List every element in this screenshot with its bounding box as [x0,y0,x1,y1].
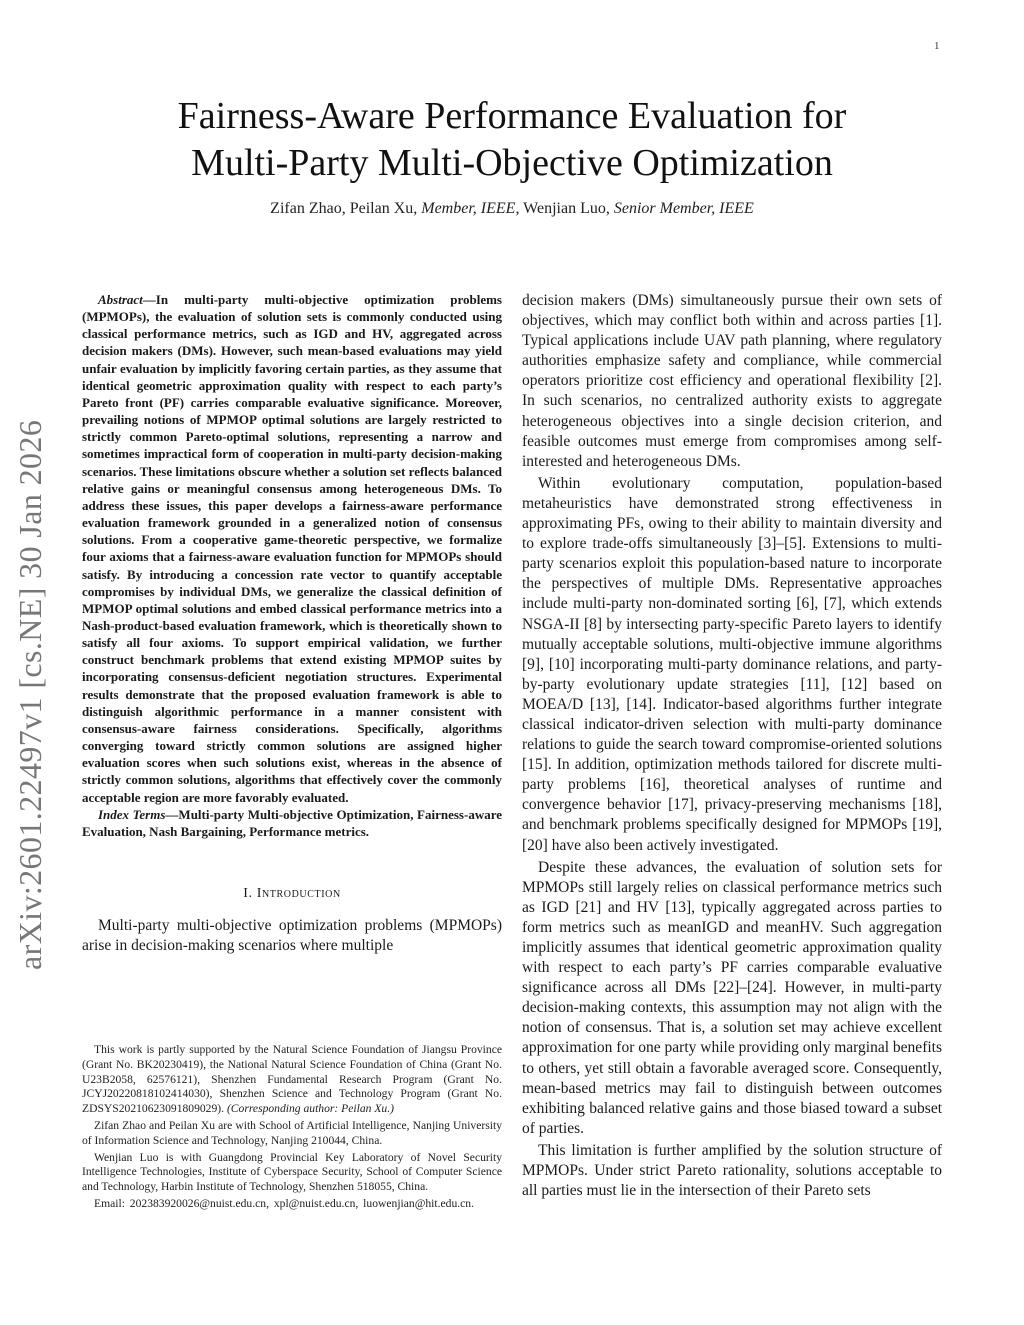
arxiv-identifier[interactable]: arXiv:2601.22497v1 [cs.NE] 30 Jan 2026 [12,419,48,970]
section-heading-introduction [82,886,502,902]
footnote-email: Email: 202383920026@nuist.edu.cn, xpl@nuist.edu.cn, luowenjian@hit.edu.cn. [94,1196,474,1210]
body-paragraph-1: decision makers (DMs) simultaneously pursue their own sets of objectives, which may conflict both within and across parties [1]. Typical applications include UAV path planning, where regulatory authorities emphasize safety and compliance, while commercial operators prioritize cost efficiency and operational flexibility [2]. In such scenarios, no centralized authority exists to aggregate heterogeneous objectives into a single decision criterion, and feasible outcomes must emerge from compromises among self-interested and heterogeneous DMs. [522,292,942,470]
abstract-text: In multi-party multi-objective optimization problems (MPMOPs), the evaluation of solution sets is commonly conducted using classical performance metrics, such as IGD and HV, aggregated across decision makers (DMs). However, such mean-based evaluations may yield unfair evaluation by implicitly favoring certain parties, as they assume that identical geometric approximation quality with respect to each party’s Pareto front (PF) carries comparable evaluative significance. Moreover, prevailing notions of MPMOP optimal solutions are largely restricted to strictly common Pareto-optimal solutions, representing a narrow and sometimes impractical form of cooperation in multi-party decision-making scenarios. These limitations obscure whether a solution set reflects balanced relative gains or meaningful consensus among heterogeneous DMs. To address these issues, this paper develops a fairness-aware performance evaluation framework grounded in a generalized notion of consensus solutions. From a cooperative game-theoretic perspective, we formalize four axioms that a fairness-aware evaluation function for MPMOPs should satisfy. By introducing a concession rate vector to quantify acceptable compromises by individual DMs, we generalize the classical definition of MPMOP optimal solutions and embed classical performance metrics into a Nash-product-based evaluation framework, which is theoretically shown to satisfy all four axioms. To support empirical validation, we further construct benchmark problems that extend existing MPMOP suites by incorporating consensus-deficient negotiation structures. Experimental results demonstrate that the proposed evaluation framework is able to distinguish algorithmic performance in a manner consistent with consensus-aware fairness considerations. Specifically, algorithms converging toward strictly common solutions are assigned higher evaluation scores when such solutions exist, whereas in the absence of strictly common solutions, algorithms that effectively cover the commonly acceptable region are more favorably evaluated. [82,292,502,805]
paper-title [82,93,942,187]
left-column [82,291,502,956]
right-column [522,291,942,1203]
abstract-label: Abstract [98,292,143,307]
author-list [82,200,942,218]
author-role-1: Member, IEEE [421,200,516,217]
abstract-dash: — [142,292,156,307]
page-number: 1 [934,40,940,52]
corresponding-author: (Corresponding author: Peilan Xu.) [226,1102,394,1116]
footnotes [82,1043,502,1214]
footnote-affiliation-1: Zifan Zhao and Peilan Xu are with School of Artificial Intelligence, Nanjing University of Information Science and Technology, Nanjing 210044, China. [82,1118,502,1147]
author-names-1: Zifan Zhao, Peilan Xu, [270,200,422,217]
body-paragraph-3: Despite these advances, the evaluation of solution sets for MPMOPs still largely relies on classical performance metrics such as IGD [21] and HV [13], typically aggregated across parties to form metrics such as meanIGD and meanHV. Such aggregation implicitly assumes that identical geometric approximation quality with respect to each party’s PF carries comparable evaluative significance across all DMs [22]–[24]. However, in multi-party decision-making contexts, this assumption may not align with the notion of consensus. That is, a solution set may achieve excellent approximation for one party while providing only marginal benefits to others, yet still obtain a favorable averaged score. Consequently, mean-based metrics may fail to distinguish between outcomes exhibiting balanced relative gains and those biased toward a subset of parties. [522,858,942,1137]
body-paragraph-4: This limitation is further amplified by the solution structure of MPMOPs. Under strict Pareto rationality, solutions acceptable to all parties must lie in the intersection of their Pareto sets [522,1141,942,1200]
body-paragraph-2: Within evolutionary computation, population-based metaheuristics have demonstrated strong effectiveness in approximating PFs, owing to their ability to maintain diversity and to explore trade-offs simultaneously [3]–[5]. Extensions to multi-party scenarios exploit this population-based nature to incorporate the perspectives of multiple DMs. Representative approaches include multi-party non-dominated sorting [6], [7], which extends NSGA-II [8] by intersecting party-specific Pareto layers to identify mutually acceptable solutions, multi-objective immune algorithms [9], [10] incorporating multi-party dominance relations, and party-by-party evolutionary update strategies [11], [12] based on MOEA/D [13], [14]. Indicator-based algorithms further integrate classical indicator-driven selection with multi-party dominance relations to guide the search toward compromise-oriented solutions [15]. In addition, optimization methods tailored for discrete multi-party problems [16], theoretical analyses of runtime and convergence behavior [17], privacy-preserving mechanisms [18], and benchmark problems specifically designed for MPMOPs [19], [20] have also been actively investigated. [522,474,942,854]
index-terms-label: Index Terms [98,806,166,822]
author-role-2: Senior Member, IEEE [613,200,754,217]
section-numeral: I. [243,886,257,901]
author-names-2: , Wenjian Luo, [515,200,614,217]
index-terms-text: Multi-party Multi-objective Optimization, Fairness-aware Evaluation, Nash Bargaining, Performance metrics. [82,806,503,839]
footnote-affiliation-2: Wenjian Luo is with Guangdong Provincial Key Laboratory of Novel Security Intelligence Technologies, Institute of Cyberspace Security, School of Computer Science and Technology, Harbin Institute of Technology, Shenzhen 518055, China. [82,1150,502,1194]
index-terms [82,806,502,840]
title-line-1: Fairness-Aware Performance Evaluation for [177,95,847,137]
funding-text: This work is partly supported by the Natural Science Foundation of Jiangsu Province (Grant No. BK20230419), the National Natural Science Foundation of China (Grant No. U23B2058, 62576121), Shenzhen Fundamental Research Program (Grant No. JCYJ20220818102414030), Shenzhen Science and Technology Program (Grant No. ZDSYS20210623091809029). [82,1043,502,1116]
abstract [82,291,502,806]
intro-paragraph: Multi-party multi-objective optimization problems (MPMOPs) arise in decision-making scenarios where multiple [82,917,502,955]
title-line-2: Multi-Party Multi-Objective Optimization [191,142,833,184]
footnote-funding [82,1043,502,1117]
section-title: Introduction [256,886,341,901]
index-terms-dash: — [165,806,179,822]
